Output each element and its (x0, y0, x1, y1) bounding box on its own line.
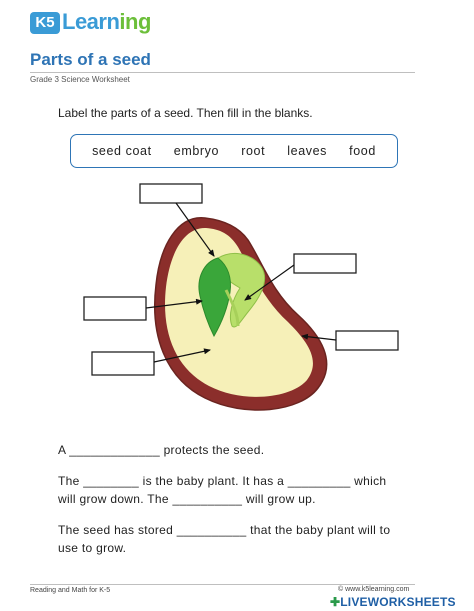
page-subtitle: Grade 3 Science Worksheet (30, 75, 130, 84)
word-bank-item: food (349, 144, 376, 158)
footer-divider (30, 584, 415, 585)
word-bank-item: embryo (173, 144, 220, 158)
sentence-5: use to grow. (58, 541, 127, 555)
sentence-2: The ________ is the baby plant. It has a _________ which (58, 474, 387, 488)
footer-url-link[interactable]: © www.k5learning.com (338, 586, 410, 593)
word-bank-item: root (241, 144, 266, 158)
instructions-text: Label the parts of a seed. Then fill in the blanks. (58, 106, 313, 120)
liveworksheets-brand (330, 595, 456, 609)
footer-left-text: Reading and Math for K-5 (30, 587, 111, 594)
label-box-1[interactable] (140, 184, 202, 203)
logo-word-b: ing (119, 9, 151, 34)
label-box-3[interactable] (84, 297, 146, 320)
word-bank-item: leaves (287, 144, 328, 158)
sentence-1: A _____________ protects the seed. (58, 443, 265, 457)
label-box-5[interactable] (92, 352, 154, 375)
logo-k5-badge: K5 (30, 12, 60, 34)
page-title: Parts of a seed (30, 50, 151, 69)
word-bank-item: seed coat (92, 144, 152, 158)
sentence-3: will grow down. The __________ will grow up. (58, 492, 316, 506)
label-box-2[interactable] (294, 254, 356, 273)
liveworksheets-mark-icon: ✚ (330, 595, 341, 609)
label-box-4[interactable] (336, 331, 398, 350)
logo-word-a: Learn (62, 9, 120, 34)
liveworksheets-wordmark: LIVEWORKSHEETS (340, 595, 456, 609)
sentence-4: The seed has stored __________ that the baby plant will to (58, 523, 391, 537)
